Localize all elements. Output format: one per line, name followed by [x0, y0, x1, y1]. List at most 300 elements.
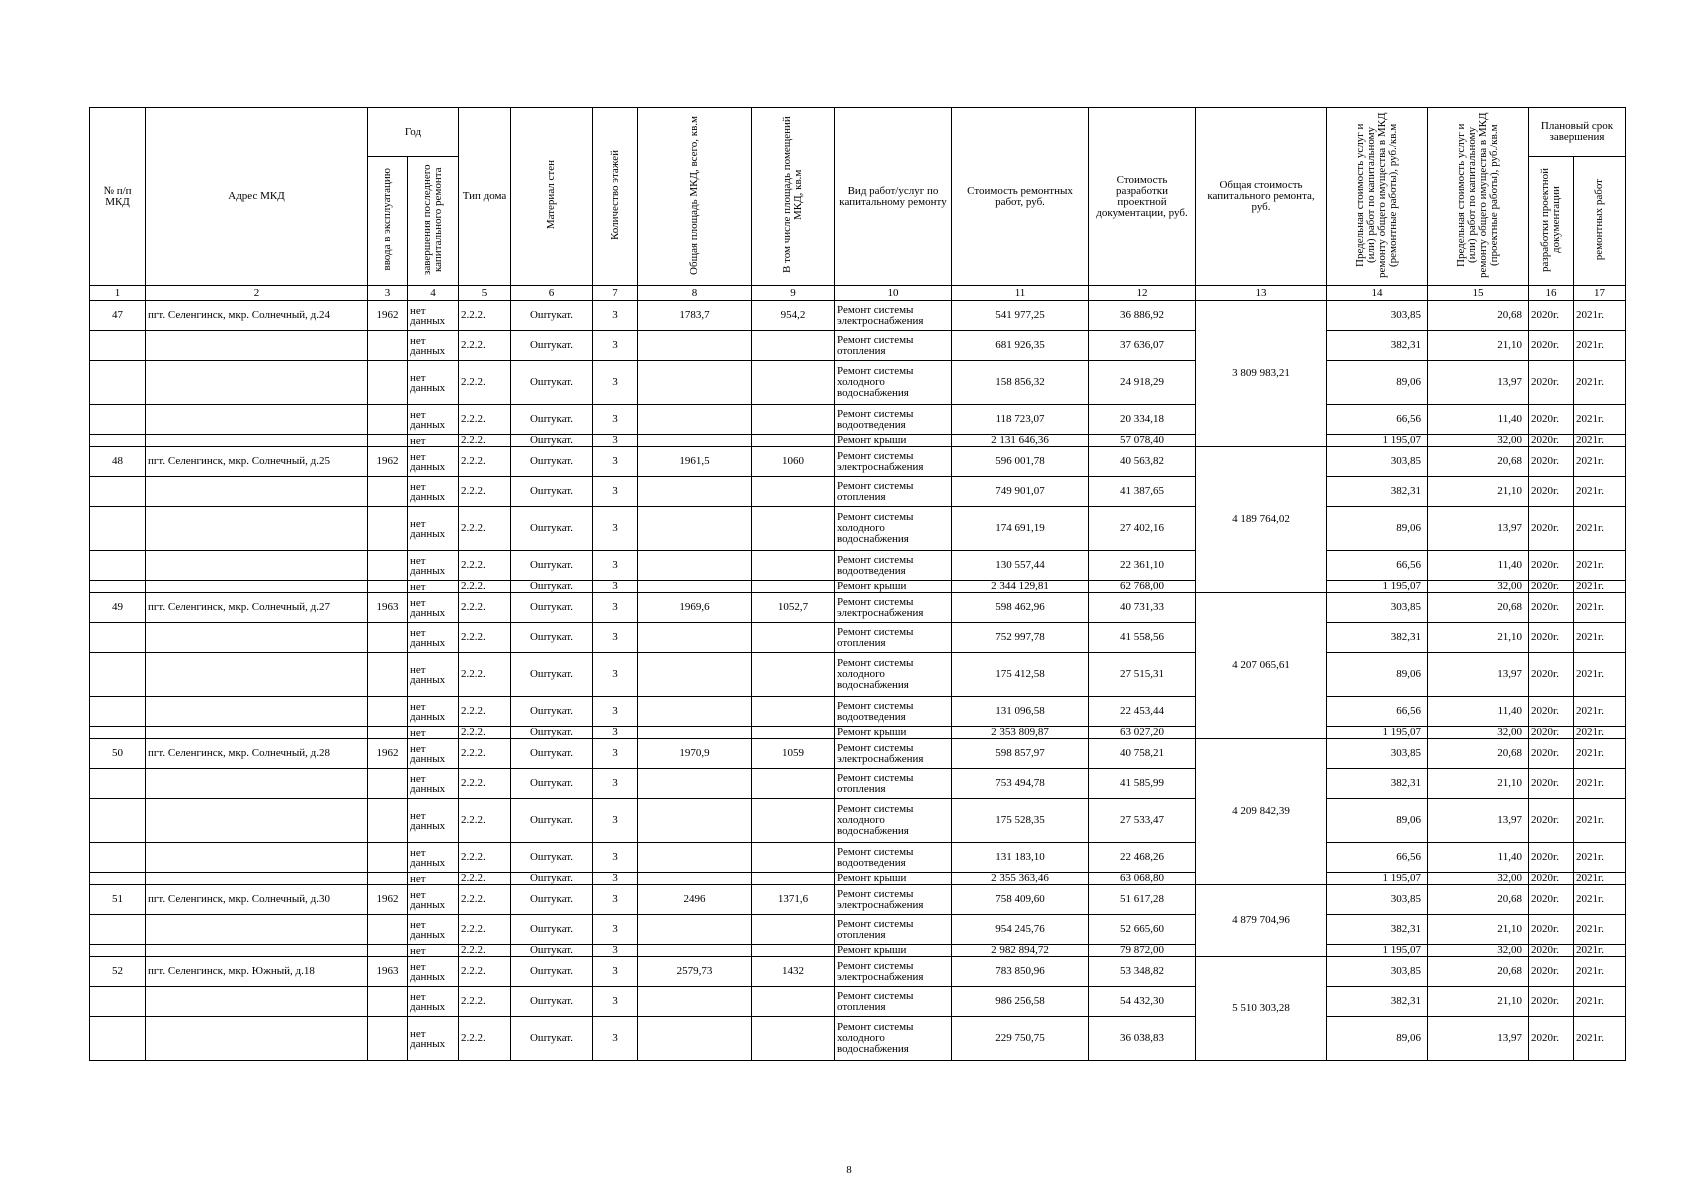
year-last-repair: [408, 301, 459, 331]
year-commission: [368, 405, 408, 435]
premises-area: [752, 551, 835, 581]
table-row: [90, 885, 1626, 915]
year-commission: [368, 945, 408, 957]
year-last-repair: [408, 331, 459, 361]
premises-area: [752, 769, 835, 799]
building-number: [90, 405, 146, 435]
plan-repair: 2021г.: [1574, 361, 1626, 405]
year-commission: 1962: [368, 447, 408, 477]
total-area: [638, 623, 752, 653]
total-area: 1970,9: [638, 739, 752, 769]
year-commission: 1962: [368, 301, 408, 331]
year-last-repair: [408, 477, 459, 507]
building-number: [90, 697, 146, 727]
last-repair-text: нет данных: [410, 517, 446, 540]
table-row: [90, 581, 1626, 593]
repair-cost: 541 977,25: [952, 301, 1089, 331]
repair-cost: 753 494,78: [952, 769, 1089, 799]
premises-area: 1432: [752, 957, 835, 987]
year-last-repair: [408, 447, 459, 477]
year-last-repair: [408, 361, 459, 405]
year-last-repair: [408, 727, 459, 739]
limit-design: 20,68: [1428, 739, 1529, 769]
limit-design: 21,10: [1428, 331, 1529, 361]
floors: 3: [593, 873, 638, 885]
last-repair-text: нет данных: [410, 626, 446, 649]
plan-design: 2020г.: [1529, 551, 1574, 581]
header-design-cost: Стоимость разработки проектной документации, руб.: [1089, 108, 1196, 286]
year-commission: [368, 477, 408, 507]
building-address: пгт. Селенгинск, мкр. Солнечный, д.28: [146, 739, 368, 769]
limit-design: 32,00: [1428, 727, 1529, 739]
building-number: [90, 843, 146, 873]
wall-material: Оштукат.: [511, 769, 593, 799]
building-number: [90, 623, 146, 653]
repair-cost: 158 856,32: [952, 361, 1089, 405]
work-type: [835, 843, 952, 873]
year-commission: [368, 987, 408, 1017]
column-number: 13: [1196, 286, 1327, 301]
repair-cost: 749 901,07: [952, 477, 1089, 507]
plan-repair: 2021г.: [1574, 957, 1626, 987]
building-address: [146, 873, 368, 885]
building-address: пгт. Селенгинск, мкр. Солнечный, д.24: [146, 301, 368, 331]
total-cost: 5 510 303,28: [1196, 957, 1327, 1061]
column-number: 4: [408, 286, 459, 301]
wall-material: Оштукат.: [511, 301, 593, 331]
total-area: 1961,5: [638, 447, 752, 477]
house-type: 2.2.2.: [459, 507, 511, 551]
header-limit-design: Предельная стоимость услуг и (или) работ по капитальному ремонту общего имущества в МКД (проектные работы), руб./кв.м: [1428, 108, 1529, 286]
work-type: [835, 405, 952, 435]
building-number: [90, 551, 146, 581]
limit-repair: 1 195,07: [1327, 873, 1428, 885]
plan-design: 2020г.: [1529, 843, 1574, 873]
premises-area: [752, 405, 835, 435]
wall-material: Оштукат.: [511, 477, 593, 507]
column-number: 17: [1574, 286, 1626, 301]
plan-repair: 2021г.: [1574, 873, 1626, 885]
year-commission: [368, 1017, 408, 1061]
year-commission: [368, 727, 408, 739]
year-last-repair: [408, 769, 459, 799]
work-type: [835, 507, 952, 551]
work-type: [835, 435, 952, 447]
header-repair-cost: Стоимость ремонтных работ, руб.: [952, 108, 1089, 286]
total-area: [638, 331, 752, 361]
premises-area: [752, 799, 835, 843]
floors: 3: [593, 551, 638, 581]
work-type: [835, 769, 952, 799]
work-type: [835, 945, 952, 957]
limit-design: 11,40: [1428, 697, 1529, 727]
work-type-text: Ремонт системы электроснабжения: [837, 887, 924, 911]
building-address: [146, 1017, 368, 1061]
total-area: [638, 653, 752, 697]
house-type: 2.2.2.: [459, 727, 511, 739]
table-row: [90, 405, 1626, 435]
table-row: [90, 739, 1626, 769]
premises-area: [752, 1017, 835, 1061]
plan-repair: 2021г.: [1574, 739, 1626, 769]
year-commission: [368, 653, 408, 697]
work-type-text: Ремонт системы электроснабжения: [837, 741, 924, 765]
building-address: [146, 581, 368, 593]
limit-repair: 66,56: [1327, 843, 1428, 873]
building-number: 47: [90, 301, 146, 331]
repair-cost: 783 850,96: [952, 957, 1089, 987]
header-planned: Плановый срок завершения: [1529, 108, 1626, 157]
limit-design: 32,00: [1428, 945, 1529, 957]
plan-design: 2020г.: [1529, 957, 1574, 987]
limit-repair: 1 195,07: [1327, 727, 1428, 739]
total-area: [638, 507, 752, 551]
repair-cost: 596 001,78: [952, 447, 1089, 477]
house-type: 2.2.2.: [459, 697, 511, 727]
building-address: [146, 769, 368, 799]
design-cost: 27 402,16: [1089, 507, 1196, 551]
total-area: [638, 769, 752, 799]
building-number: [90, 477, 146, 507]
work-type: [835, 331, 952, 361]
building-number: 51: [90, 885, 146, 915]
table-row: [90, 477, 1626, 507]
year-last-repair: [408, 593, 459, 623]
plan-design: 2020г.: [1529, 799, 1574, 843]
plan-design: 2020г.: [1529, 361, 1574, 405]
wall-material: Оштукат.: [511, 447, 593, 477]
wall-material: Оштукат.: [511, 1017, 593, 1061]
work-type-text: Ремонт системы отопления: [837, 479, 914, 503]
building-number: [90, 727, 146, 739]
column-number: 14: [1327, 286, 1428, 301]
header-year-last-repair: завершения последнего капитального ремонта: [408, 157, 459, 286]
design-cost: 41 387,65: [1089, 477, 1196, 507]
limit-repair: 303,85: [1327, 447, 1428, 477]
header-planned-repair: ремонтных работ: [1574, 157, 1626, 286]
work-type-text: Ремонт системы отопления: [837, 625, 914, 649]
last-repair-text: нет данных: [410, 408, 446, 431]
premises-area: 1371,6: [752, 885, 835, 915]
house-type: 2.2.2.: [459, 769, 511, 799]
work-type-text: Ремонт системы отопления: [837, 771, 914, 795]
repair-cost: 2 353 809,87: [952, 727, 1089, 739]
limit-repair: 303,85: [1327, 957, 1428, 987]
design-cost: 41 585,99: [1089, 769, 1196, 799]
premises-area: [752, 873, 835, 885]
limit-repair: 1 195,07: [1327, 435, 1428, 447]
premises-area: [752, 697, 835, 727]
column-number: 5: [459, 286, 511, 301]
last-repair-text: нет данных: [410, 334, 446, 357]
repair-cost: 175 412,58: [952, 653, 1089, 697]
plan-design: 2020г.: [1529, 987, 1574, 1017]
year-last-repair: [408, 697, 459, 727]
limit-repair: 382,31: [1327, 769, 1428, 799]
repair-cost: 752 997,78: [952, 623, 1089, 653]
header-floors: Количество этажей: [593, 108, 638, 286]
year-last-repair: [408, 405, 459, 435]
year-last-repair: [408, 873, 459, 885]
last-repair-text: нет данных: [410, 772, 446, 795]
total-area: 2579,73: [638, 957, 752, 987]
house-type: 2.2.2.: [459, 551, 511, 581]
table-row: [90, 987, 1626, 1017]
header-limit-repair: Предельная стоимость услуг и (или) работ по капитальному ремонту общего имущества в МКД (ремонтные работы), руб./кв.м: [1327, 108, 1428, 286]
total-area: [638, 873, 752, 885]
year-last-repair: [408, 653, 459, 697]
plan-repair: 2021г.: [1574, 551, 1626, 581]
house-type: 2.2.2.: [459, 447, 511, 477]
building-address: [146, 405, 368, 435]
year-commission: [368, 551, 408, 581]
premises-area: [752, 843, 835, 873]
house-type: 2.2.2.: [459, 435, 511, 447]
year-last-repair: [408, 885, 459, 915]
premises-area: [752, 477, 835, 507]
table-row: [90, 697, 1626, 727]
house-type: 2.2.2.: [459, 581, 511, 593]
floors: 3: [593, 593, 638, 623]
building-address: [146, 623, 368, 653]
floors: 3: [593, 447, 638, 477]
header-wall-material: Материал стен: [511, 108, 593, 286]
work-type-text: Ремонт системы холодного водоснабжения: [837, 803, 914, 837]
work-type-text: Ремонт системы водоотведения: [837, 553, 914, 577]
total-area: [638, 551, 752, 581]
wall-material: Оштукат.: [511, 361, 593, 405]
plan-design: 2020г.: [1529, 697, 1574, 727]
repair-cost: 2 355 363,46: [952, 873, 1089, 885]
column-number: 1: [90, 286, 146, 301]
last-repair-text: нет: [410, 872, 426, 885]
header-total-area: Общая площадь МКД, всего, кв.м: [638, 108, 752, 286]
building-number: [90, 945, 146, 957]
design-cost: 62 768,00: [1089, 581, 1196, 593]
work-type-text: Ремонт системы электроснабжения: [837, 449, 924, 473]
repair-cost: 986 256,58: [952, 987, 1089, 1017]
limit-design: 11,40: [1428, 405, 1529, 435]
work-type: [835, 727, 952, 739]
header-house-type: Тип дома: [459, 108, 511, 286]
floors: 3: [593, 623, 638, 653]
total-cost: 4 189 764,02: [1196, 447, 1327, 593]
design-cost: 53 348,82: [1089, 957, 1196, 987]
building-address: [146, 697, 368, 727]
floors: 3: [593, 301, 638, 331]
house-type: 2.2.2.: [459, 799, 511, 843]
wall-material: Оштукат.: [511, 799, 593, 843]
plan-repair: 2021г.: [1574, 885, 1626, 915]
header-year: Год: [368, 108, 459, 157]
table-row: [90, 447, 1626, 477]
premises-area: [752, 987, 835, 1017]
capital-repair-table: [89, 107, 1626, 1061]
wall-material: Оштукат.: [511, 551, 593, 581]
house-type: 2.2.2.: [459, 915, 511, 945]
work-type-text: Ремонт системы водоотведения: [837, 407, 914, 431]
house-type: 2.2.2.: [459, 945, 511, 957]
total-area: [638, 435, 752, 447]
plan-design: 2020г.: [1529, 435, 1574, 447]
plan-repair: 2021г.: [1574, 477, 1626, 507]
plan-design: 2020г.: [1529, 593, 1574, 623]
limit-design: 11,40: [1428, 843, 1529, 873]
plan-repair: 2021г.: [1574, 769, 1626, 799]
year-commission: [368, 843, 408, 873]
limit-repair: 66,56: [1327, 405, 1428, 435]
work-type: [835, 581, 952, 593]
total-area: [638, 799, 752, 843]
limit-design: 20,68: [1428, 447, 1529, 477]
work-type: [835, 987, 952, 1017]
repair-cost: 229 750,75: [952, 1017, 1089, 1061]
building-number: [90, 653, 146, 697]
column-number: 6: [511, 286, 593, 301]
wall-material: Оштукат.: [511, 915, 593, 945]
year-commission: [368, 799, 408, 843]
premises-area: [752, 945, 835, 957]
plan-repair: 2021г.: [1574, 727, 1626, 739]
building-number: [90, 435, 146, 447]
building-address: [146, 915, 368, 945]
table-row: [90, 957, 1626, 987]
premises-area: 1059: [752, 739, 835, 769]
building-address: [146, 551, 368, 581]
last-repair-text: нет данных: [410, 809, 446, 832]
work-type-text: Ремонт системы электроснабжения: [837, 303, 924, 327]
design-cost: 57 078,40: [1089, 435, 1196, 447]
work-type-text: Ремонт крыши: [837, 944, 907, 956]
plan-design: 2020г.: [1529, 477, 1574, 507]
premises-area: [752, 915, 835, 945]
work-type-text: Ремонт системы холодного водоснабжения: [837, 657, 914, 691]
design-cost: 36 886,92: [1089, 301, 1196, 331]
plan-repair: 2021г.: [1574, 435, 1626, 447]
building-address: [146, 653, 368, 697]
floors: 3: [593, 331, 638, 361]
design-cost: 24 918,29: [1089, 361, 1196, 405]
plan-repair: 2021г.: [1574, 593, 1626, 623]
work-type: [835, 447, 952, 477]
wall-material: Оштукат.: [511, 957, 593, 987]
plan-design: 2020г.: [1529, 885, 1574, 915]
plan-design: 2020г.: [1529, 873, 1574, 885]
work-type: [835, 593, 952, 623]
floors: 3: [593, 987, 638, 1017]
work-type-text: Ремонт системы холодного водоснабжения: [837, 511, 914, 545]
house-type: 2.2.2.: [459, 873, 511, 885]
premises-area: [752, 653, 835, 697]
table-row: [90, 799, 1626, 843]
floors: 3: [593, 957, 638, 987]
last-repair-text: нет данных: [410, 480, 446, 503]
plan-design: 2020г.: [1529, 727, 1574, 739]
floors: 3: [593, 361, 638, 405]
building-address: [146, 799, 368, 843]
plan-design: 2020г.: [1529, 653, 1574, 697]
building-address: пгт. Селенгинск, мкр. Солнечный, д.30: [146, 885, 368, 915]
limit-design: 13,97: [1428, 361, 1529, 405]
work-type-text: Ремонт системы электроснабжения: [837, 959, 924, 983]
header-work-type: Вид работ/услуг по капитальному ремонту: [835, 108, 952, 286]
limit-design: 13,97: [1428, 507, 1529, 551]
limit-design: 20,68: [1428, 885, 1529, 915]
table-row: [90, 873, 1626, 885]
house-type: 2.2.2.: [459, 593, 511, 623]
work-type: [835, 477, 952, 507]
plan-repair: 2021г.: [1574, 1017, 1626, 1061]
wall-material: Оштукат.: [511, 405, 593, 435]
plan-repair: 2021г.: [1574, 945, 1626, 957]
wall-material: Оштукат.: [511, 331, 593, 361]
plan-design: 2020г.: [1529, 301, 1574, 331]
table-row: [90, 843, 1626, 873]
total-area: 1969,6: [638, 593, 752, 623]
year-last-repair: [408, 799, 459, 843]
header-total-cost: Общая стоимость капитального ремонта, руб.: [1196, 108, 1327, 286]
limit-repair: 382,31: [1327, 477, 1428, 507]
house-type: 2.2.2.: [459, 957, 511, 987]
design-cost: 51 617,28: [1089, 885, 1196, 915]
year-last-repair: [408, 945, 459, 957]
last-repair-text: нет данных: [410, 888, 446, 911]
plan-repair: 2021г.: [1574, 915, 1626, 945]
header-column-numbers: [90, 286, 1626, 301]
plan-design: 2020г.: [1529, 769, 1574, 799]
premises-area: [752, 331, 835, 361]
premises-area: [752, 435, 835, 447]
year-commission: [368, 873, 408, 885]
year-commission: 1962: [368, 739, 408, 769]
plan-repair: 2021г.: [1574, 843, 1626, 873]
wall-material: Оштукат.: [511, 507, 593, 551]
house-type: 2.2.2.: [459, 331, 511, 361]
year-commission: [368, 915, 408, 945]
year-last-repair: [408, 915, 459, 945]
repair-cost: 954 245,76: [952, 915, 1089, 945]
document-sheet: [89, 107, 1625, 1061]
wall-material: Оштукат.: [511, 873, 593, 885]
total-cost: 4 209 842,39: [1196, 739, 1327, 885]
building-number: [90, 799, 146, 843]
total-area: [638, 915, 752, 945]
floors: 3: [593, 727, 638, 739]
design-cost: 40 563,82: [1089, 447, 1196, 477]
wall-material: Оштукат.: [511, 727, 593, 739]
last-repair-text: нет данных: [410, 846, 446, 869]
plan-design: 2020г.: [1529, 507, 1574, 551]
plan-repair: 2021г.: [1574, 405, 1626, 435]
total-area: [638, 405, 752, 435]
floors: 3: [593, 477, 638, 507]
plan-design: 2020г.: [1529, 739, 1574, 769]
floors: 3: [593, 507, 638, 551]
plan-design: 2020г.: [1529, 915, 1574, 945]
repair-cost: 130 557,44: [952, 551, 1089, 581]
building-address: [146, 945, 368, 957]
plan-repair: 2021г.: [1574, 331, 1626, 361]
last-repair-text: нет данных: [410, 554, 446, 577]
work-type: [835, 653, 952, 697]
wall-material: Оштукат.: [511, 739, 593, 769]
limit-design: 20,68: [1428, 301, 1529, 331]
year-commission: [368, 435, 408, 447]
repair-cost: 2 982 894,72: [952, 945, 1089, 957]
table-row: [90, 301, 1626, 331]
year-last-repair: [408, 843, 459, 873]
premises-area: 1060: [752, 447, 835, 477]
